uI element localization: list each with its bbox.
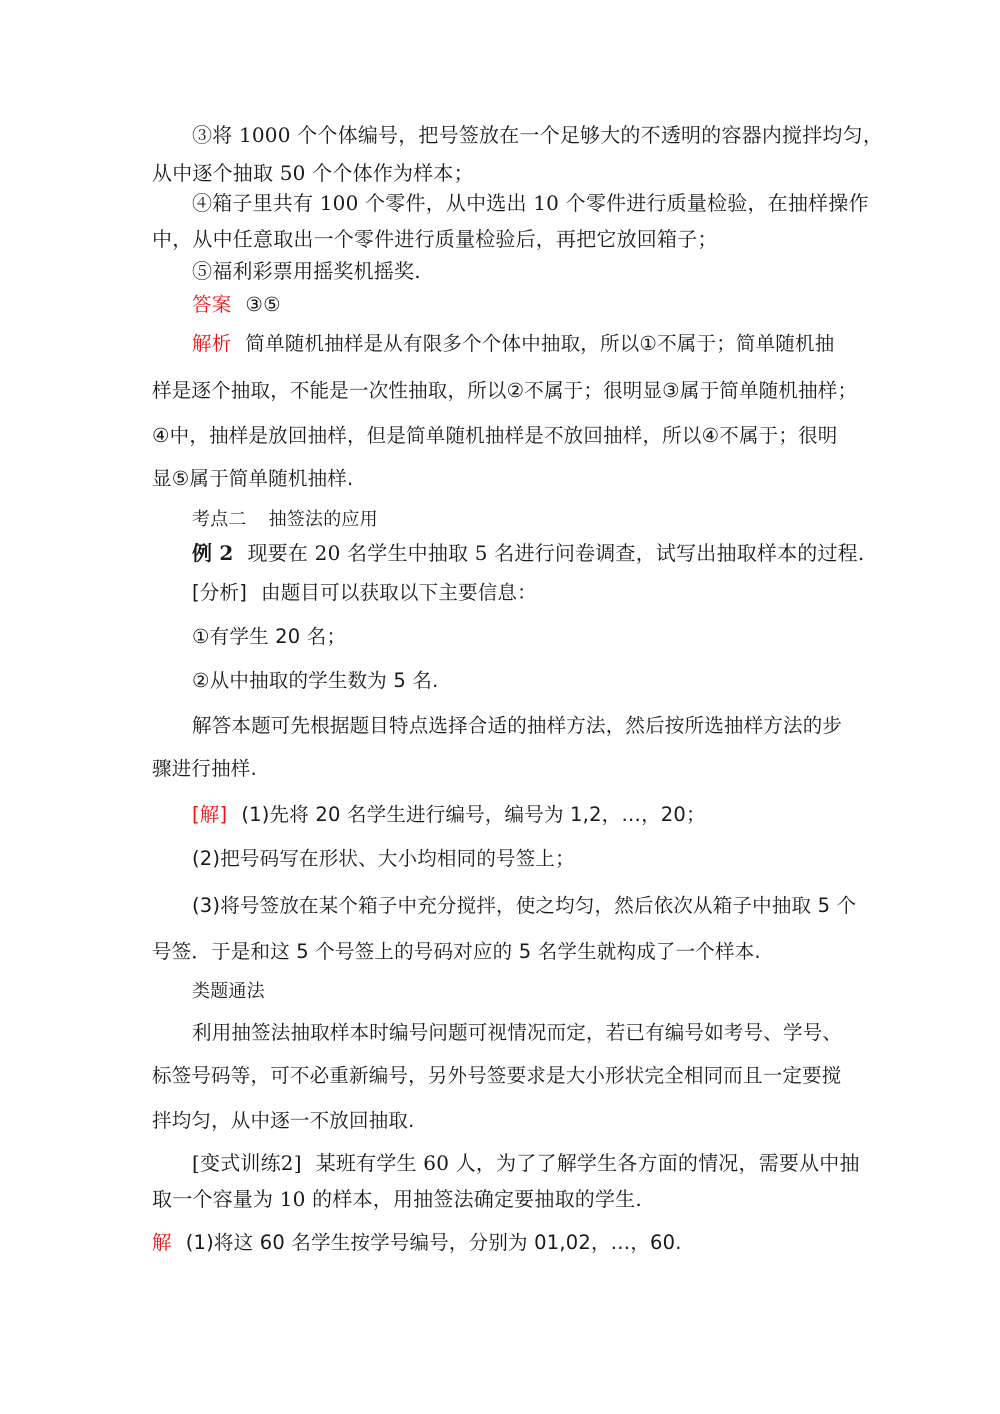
example-2-plan-line-1: 解答本题可先根据题目特点选择合适的抽样方法，然后按所选抽样方法的步 xyxy=(192,714,843,737)
answer-value: ③⑤ xyxy=(245,293,281,316)
example-2-analysis-row xyxy=(192,580,892,606)
variant-2-line-1: 某班有学生 60 人，为了了解学生各方面的情况，需要从中抽 xyxy=(315,1151,860,1175)
general-method-line-1: 利用抽签法抽取样本时编号问题可视情况而定，若已有编号如考号、学号、 xyxy=(192,1021,843,1044)
example-2-question-row xyxy=(192,540,892,566)
example-2-analysis-intro: 由题目可以获取以下主要信息： xyxy=(261,581,537,604)
topic-2-title: 抽签法的应用 xyxy=(268,509,378,530)
analysis-line-2: 样是逐个抽取，不能是一次性抽取，所以②不属于；很明显③属于简单随机抽样； xyxy=(152,379,858,402)
example-2-step-3-line-1: (3)将号签放在某个箱子中充分搅拌，使之均匀，然后依次从箱子中抽取 5 个 xyxy=(192,894,857,917)
analysis-text-1: 简单随机抽样是从有限多个个体中抽取，所以①不属于；简单随机抽 xyxy=(245,332,835,355)
variant-2-label: [变式训练2] xyxy=(192,1151,302,1175)
answer-row xyxy=(192,292,892,318)
variant-2-row xyxy=(192,1150,892,1176)
analysis-line-4: 显⑤属于简单随机抽样. xyxy=(152,467,354,490)
example-2-info-2: ②从中抽取的学生数为 5 名. xyxy=(192,669,439,692)
example-2-solution-label: [解] xyxy=(192,803,228,826)
example-2-step-1: (1)先将 20 名学生进行编号，编号为 1,2，…，20； xyxy=(241,803,706,826)
item-3-line-1: ③将 1000 个个体编号，把号签放在一个足够大的不透明的容器内搅拌均匀， xyxy=(192,123,884,147)
example-2-step-3-line-2: 号签．于是和这 5 个号签上的号码对应的 5 名学生就构成了一个样本. xyxy=(152,940,761,963)
general-method-line-2: 标签号码等，可不必重新编号，另外号签要求是大小形状完全相同而且一定要搅 xyxy=(152,1064,842,1087)
topic-2-heading xyxy=(192,507,892,533)
variant-2-step-1-row xyxy=(152,1230,852,1256)
example-2-step-1-row xyxy=(192,802,892,828)
item-5: ⑤福利彩票用摇奖机摇奖. xyxy=(192,259,421,283)
topic-2-number: 考点二 xyxy=(192,509,247,530)
example-2-analysis-label: [分析] xyxy=(192,581,248,604)
analysis-line-1 xyxy=(192,331,892,357)
general-method-line-3: 拌均匀，从中逐一不放回抽取. xyxy=(152,1109,415,1132)
analysis-line-3: ④中，抽样是放回抽样，但是简单随机抽样是不放回抽样，所以④不属于；很明 xyxy=(152,424,838,447)
example-2-question: 现要在 20 名学生中抽取 5 名进行问卷调查，试写出抽取样本的过程. xyxy=(247,541,865,565)
analysis-label: 解析 xyxy=(192,332,232,355)
item-3-line-2: 从中逐个抽取 50 个个体作为样本； xyxy=(152,161,474,185)
general-method-heading: 类题通法 xyxy=(192,981,265,1002)
example-2-label: 例 2 xyxy=(192,541,234,565)
item-4-line-1: ④箱子里共有 100 个零件，从中选出 10 个零件进行质量检验，在抽样操作 xyxy=(192,191,869,215)
example-2-info-1: ①有学生 20 名； xyxy=(192,625,347,648)
example-2-step-2: (2)把号码写在形状、大小均相同的号签上； xyxy=(192,847,575,870)
variant-2-line-2: 取一个容量为 10 的样本，用抽签法确定要抽取的学生. xyxy=(152,1187,642,1211)
variant-2-step-1: (1)将这 60 名学生按学号编号，分别为 01,02，…，60. xyxy=(185,1231,682,1254)
answer-label: 答案 xyxy=(192,293,232,316)
variant-2-solution-label: 解 xyxy=(152,1231,172,1254)
example-2-plan-line-2: 骤进行抽样. xyxy=(152,757,257,780)
item-4-line-2: 中，从中任意取出一个零件进行质量检验后，再把它放回箱子； xyxy=(152,227,718,251)
